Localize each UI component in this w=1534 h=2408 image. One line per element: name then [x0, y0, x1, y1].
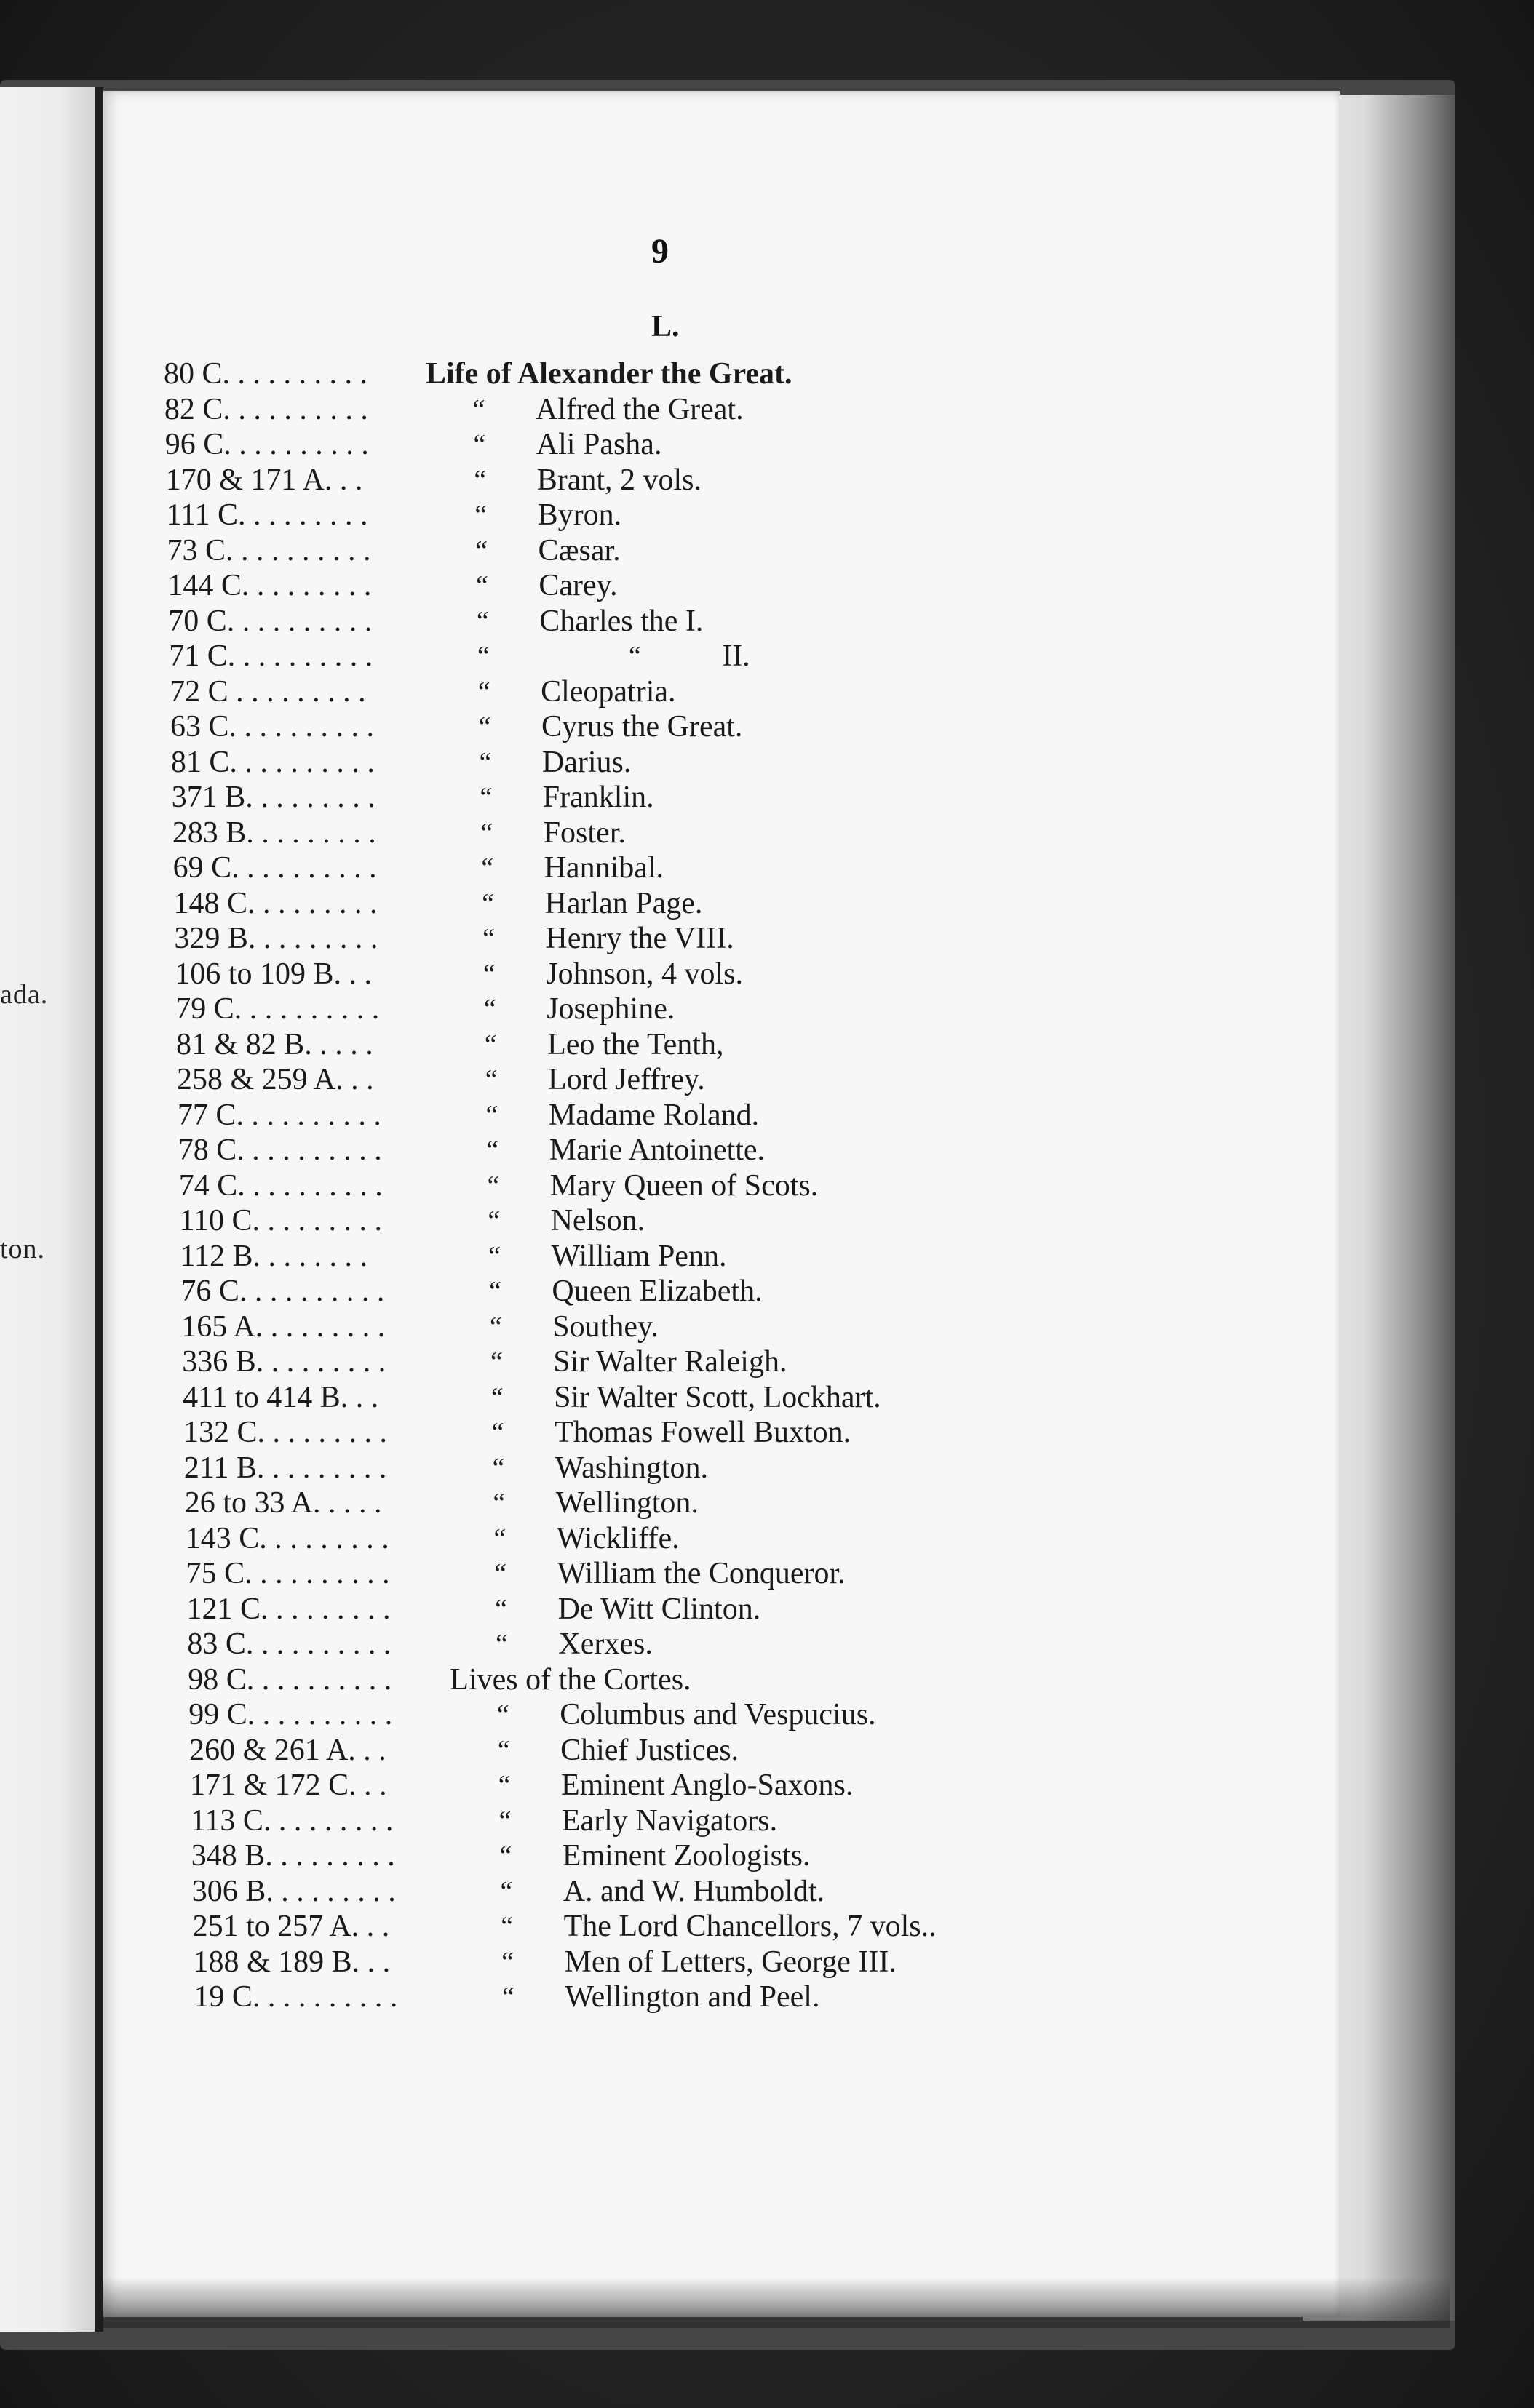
entry-title: A. and W. Humboldt.	[563, 1874, 825, 1908]
shelf-reference: 79 C. . . . . . . . . .	[175, 992, 380, 1026]
catalog-entry	[167, 533, 1300, 569]
shelf-reference: 83 C. . . . . . . . . .	[187, 1627, 392, 1661]
left-page-fragment: ada.	[0, 979, 49, 1010]
shelf-reference: 170 & 171 A. . .	[165, 463, 363, 497]
entry-title: Washington.	[555, 1451, 708, 1485]
shelf-reference: 251 to 257 A. . .	[192, 1910, 390, 1943]
shelf-reference: 74 C. . . . . . . . . .	[178, 1168, 383, 1203]
ditto-mark: “	[481, 994, 497, 1024]
shelf-reference: 80 C. . . . . . . . . .	[164, 357, 368, 391]
ditto-mark: “	[498, 1911, 514, 1942]
shelf-reference: 306 B. . . . . . . . .	[191, 1874, 396, 1908]
page-number: 9	[651, 232, 669, 271]
ditto-mark: “	[472, 500, 488, 530]
shelf-reference: 81 & 82 B. . . . .	[176, 1027, 373, 1061]
entry-title: Cæsar.	[538, 533, 621, 567]
shelf-reference: 82 C. . . . . . . . . .	[164, 392, 368, 426]
entry-title: II.	[722, 639, 750, 673]
ditto-mark: “	[471, 464, 487, 495]
entry-title: Cleopatria.	[541, 674, 676, 709]
catalog-entry	[184, 1451, 1299, 1486]
ditto-mark: “	[473, 570, 489, 601]
catalog-entry	[178, 1098, 1299, 1133]
catalog-entry	[188, 1697, 1299, 1733]
shelf-reference: 211 B. . . . . . . . .	[183, 1451, 387, 1485]
ditto-mark: “	[494, 1699, 510, 1730]
shelf-reference: 69 C. . . . . . . . . .	[172, 851, 377, 885]
ditto-mark: “	[498, 1946, 514, 1977]
catalog-entry	[172, 816, 1299, 851]
entry-title: Eminent Zoologists.	[562, 1839, 811, 1873]
shelf-reference: 77 C. . . . . . . . . .	[177, 1098, 381, 1132]
ditto-mark: “	[488, 1382, 504, 1413]
catalog-entry	[167, 498, 1299, 533]
ditto-mark: “	[487, 1311, 503, 1342]
entry-title: Lord Jeffrey.	[548, 1063, 705, 1096]
ditto-mark: “	[488, 1347, 504, 1377]
entry-title: Queen Elizabeth.	[552, 1275, 763, 1308]
shelf-reference: 260 & 261 A. . .	[189, 1733, 386, 1767]
ditto-mark: “	[480, 958, 496, 989]
shelf-reference: 112 B. . . . . . . .	[180, 1239, 367, 1273]
entry-title: Charles the I.	[539, 604, 704, 638]
ditto-mark: “	[486, 1276, 502, 1307]
entry-title: Columbus and Vespucius.	[560, 1698, 876, 1731]
ditto-mark: “	[477, 817, 493, 848]
ditto-mark: “	[475, 676, 491, 707]
ditto-mark: “	[490, 1523, 506, 1554]
entry-title: Carey.	[539, 569, 618, 602]
entry-title: Sir Walter Raleigh.	[553, 1345, 787, 1379]
shelf-reference: 283 B. . . . . . . . .	[172, 816, 376, 850]
catalog-entry	[190, 1768, 1299, 1803]
ditto-mark: “	[478, 853, 494, 883]
entry-heading: Lives of the Cortes.	[450, 1662, 691, 1697]
entry-title: Wellington and Peel.	[565, 1980, 820, 2014]
shelf-reference: 258 & 259 A. . .	[177, 1063, 374, 1096]
entry-title: Marie Antoinette.	[549, 1133, 766, 1167]
ditto-mark: “	[492, 1593, 508, 1624]
shelf-reference: 348 B. . . . . . . . .	[191, 1839, 395, 1873]
entry-title: Early Navigators.	[561, 1803, 778, 1838]
ditto-mark: “	[496, 1805, 512, 1836]
catalog-entry	[172, 780, 1299, 816]
catalog-entry	[194, 1980, 1299, 2015]
entry-title: Henry the VIII.	[545, 922, 734, 955]
catalog-entry	[180, 1239, 1300, 1275]
entry-title: Byron.	[537, 498, 622, 532]
entry-title: Chief Justices.	[560, 1733, 739, 1767]
catalog-entry	[175, 957, 1299, 992]
catalog-entry	[164, 356, 1299, 392]
ditto-mark: “	[493, 1629, 509, 1659]
shelf-reference: 336 B. . . . . . . . .	[182, 1345, 386, 1379]
shelf-reference: 110 C. . . . . . . . .	[179, 1204, 383, 1237]
shelf-reference: 76 C. . . . . . . . . .	[180, 1275, 385, 1308]
ditto-mark: “	[495, 1734, 511, 1766]
catalog-entry	[167, 568, 1299, 604]
ditto-mark: “	[480, 923, 496, 954]
catalog-entry	[193, 1909, 1299, 1945]
shelf-reference: 132 C. . . . . . . . .	[183, 1416, 388, 1449]
catalog-entry	[185, 1486, 1299, 1521]
shelf-reference: 75 C. . . . . . . . . .	[186, 1557, 390, 1590]
shelf-reference: 171 & 172 C. . .	[190, 1769, 387, 1802]
shelf-reference: 148 C. . . . . . . . .	[173, 886, 378, 920]
catalog-entry	[191, 1838, 1299, 1874]
shelf-reference: 411 to 414 B. . .	[183, 1380, 379, 1414]
catalog-entry	[174, 886, 1300, 922]
shelf-reference: 19 C. . . . . . . . . .	[194, 1980, 398, 2014]
shelf-reference: 113 C. . . . . . . . .	[190, 1803, 394, 1838]
catalog-entry	[189, 1733, 1299, 1769]
catalog-entry	[187, 1592, 1300, 1627]
catalog-entry	[171, 745, 1299, 781]
entry-title: Foster.	[543, 816, 626, 850]
shelf-reference: 81 C. . . . . . . . . .	[170, 745, 375, 779]
entry-title: Harlan Page.	[544, 886, 703, 920]
catalog-entries	[164, 356, 1299, 2015]
shelf-reference: 143 C. . . . . . . . .	[185, 1521, 389, 1555]
catalog-entry	[174, 921, 1299, 957]
left-page	[0, 87, 98, 2332]
ditto-mark: “	[482, 1064, 498, 1095]
ditto-mark: “	[491, 1558, 507, 1589]
catalog-entry	[178, 1133, 1299, 1168]
entry-title: Eminent Anglo-Saxons.	[561, 1769, 854, 1802]
catalog-entry	[187, 1627, 1299, 1662]
shelf-reference: 121 C. . . . . . . . .	[186, 1592, 391, 1626]
book-gutter	[95, 87, 103, 2332]
shelf-reference: 188 & 189 B. . .	[193, 1945, 391, 1979]
ditto-mark: “	[489, 1452, 506, 1483]
entry-title: Southey.	[552, 1309, 659, 1344]
entry-title: Ali Pasha.	[536, 428, 662, 461]
ditto-mark: “	[474, 641, 490, 671]
left-page-fragment: ton.	[0, 1234, 46, 1264]
shelf-reference: 99 C. . . . . . . . . .	[188, 1698, 393, 1731]
page-shadow	[103, 2277, 1450, 2328]
catalog-entry	[183, 1380, 1299, 1416]
entry-title: Madame Roland.	[548, 1098, 760, 1132]
entry-title: The Lord Chancellors, 7 vols..	[563, 1910, 937, 1943]
catalog-entry	[177, 1062, 1299, 1098]
ditto-mark: “	[479, 888, 495, 919]
ditto-mark: “	[485, 1205, 501, 1236]
shelf-reference: 26 to 33 A. . . . .	[184, 1486, 382, 1520]
ditto-mark: “	[489, 1417, 505, 1448]
ditto-mark: “	[474, 605, 490, 637]
ditto-mark: “	[485, 1240, 501, 1272]
entry-title: Xerxes.	[558, 1627, 653, 1661]
shelf-reference: 70 C. . . . . . . . . .	[168, 604, 373, 638]
catalog-entry	[186, 1556, 1299, 1592]
shelf-reference: 71 C. . . . . . . . . .	[169, 639, 373, 673]
shelf-reference: 63 C. . . . . . . . . .	[170, 710, 375, 743]
catalog-entry	[164, 392, 1299, 428]
ditto-mark: “	[484, 1170, 500, 1201]
entry-title: Mary Queen of Scots.	[549, 1168, 819, 1203]
ditto-mark: “	[483, 1135, 499, 1165]
entry-heading: Life of Alexander the Great.	[426, 357, 792, 391]
shelf-reference: 111 C. . . . . . . . .	[166, 498, 368, 532]
catalog-entry	[168, 604, 1299, 639]
entry-title: William the Conqueror.	[557, 1557, 846, 1590]
catalog-entry	[173, 850, 1299, 886]
entry-title: Johnson, 4 vols.	[546, 957, 743, 991]
catalog-entry	[194, 1945, 1300, 1980]
catalog-entry	[181, 1309, 1299, 1345]
ditto-mark: “	[626, 641, 642, 671]
entry-title: Josephine.	[547, 992, 675, 1026]
catalog-entry	[191, 1803, 1299, 1839]
entry-title: Men of Letters, George III.	[564, 1945, 897, 1979]
catalog-entry	[180, 1274, 1299, 1309]
catalog-entry	[175, 992, 1299, 1027]
catalog-entry	[176, 1027, 1299, 1063]
catalog-entry	[188, 1662, 1299, 1698]
entry-title: Thomas Fowell Buxton.	[555, 1416, 851, 1449]
entry-title: William Penn.	[551, 1239, 727, 1273]
catalog-entry	[179, 1168, 1299, 1204]
ditto-mark: “	[469, 394, 486, 425]
entry-title: Franklin.	[542, 781, 654, 814]
shelf-reference: 96 C. . . . . . . . . .	[164, 428, 369, 461]
shelf-reference: 78 C. . . . . . . . . .	[178, 1133, 382, 1167]
shelf-reference: 329 B. . . . . . . . .	[174, 922, 378, 955]
entry-title: Brant, 2 vols.	[536, 463, 702, 497]
ditto-mark: “	[497, 1875, 513, 1907]
ditto-mark: “	[482, 1029, 498, 1060]
entry-title: Alfred the Great.	[535, 392, 744, 426]
catalog-entry	[170, 709, 1299, 745]
shelf-reference: 144 C. . . . . . . . .	[167, 569, 372, 602]
shelf-reference: 371 B. . . . . . . . .	[171, 781, 375, 814]
catalog-entry	[165, 427, 1299, 463]
catalog-entry	[186, 1521, 1299, 1557]
entry-title: Cyrus the Great.	[541, 710, 743, 743]
catalog-entry	[192, 1874, 1299, 1910]
ditto-mark: “	[477, 782, 493, 813]
entry-title: De Witt Clinton.	[557, 1592, 761, 1626]
ditto-mark: “	[496, 1841, 512, 1871]
entry-title: Nelson.	[550, 1204, 645, 1237]
catalog-entry	[183, 1415, 1299, 1451]
entry-title: Darius.	[541, 745, 632, 779]
catalog-entry	[180, 1203, 1299, 1239]
ditto-mark: “	[476, 746, 493, 778]
catalog-entry	[170, 674, 1299, 710]
entry-title: Wellington.	[555, 1486, 699, 1520]
ditto-mark: “	[482, 1099, 499, 1131]
catalog-entry	[169, 639, 1299, 674]
shelf-reference: 72 C . . . . . . . . .	[170, 674, 366, 709]
entry-title: Wickliffe.	[556, 1521, 680, 1555]
ditto-mark: “	[490, 1488, 506, 1518]
ditto-mark: “	[476, 711, 492, 742]
section-heading: L.	[651, 310, 680, 343]
shelf-reference: 106 to 109 B. . .	[175, 957, 372, 991]
ditto-mark: “	[499, 1982, 515, 2012]
entry-title: Hannibal.	[544, 851, 664, 885]
entry-title: Sir Walter Scott, Lockhart.	[554, 1380, 881, 1414]
shelf-reference: 165 A. . . . . . . . .	[181, 1309, 386, 1344]
entry-title: Leo the Tenth,	[547, 1027, 724, 1061]
ditto-mark: “	[472, 535, 488, 566]
ditto-mark: “	[470, 429, 486, 460]
shelf-reference: 73 C. . . . . . . . . .	[167, 533, 371, 567]
shelf-reference: 98 C. . . . . . . . . .	[188, 1662, 392, 1697]
catalog-entry	[166, 463, 1299, 498]
ditto-mark: “	[496, 1770, 512, 1801]
catalog-entry	[182, 1344, 1299, 1380]
